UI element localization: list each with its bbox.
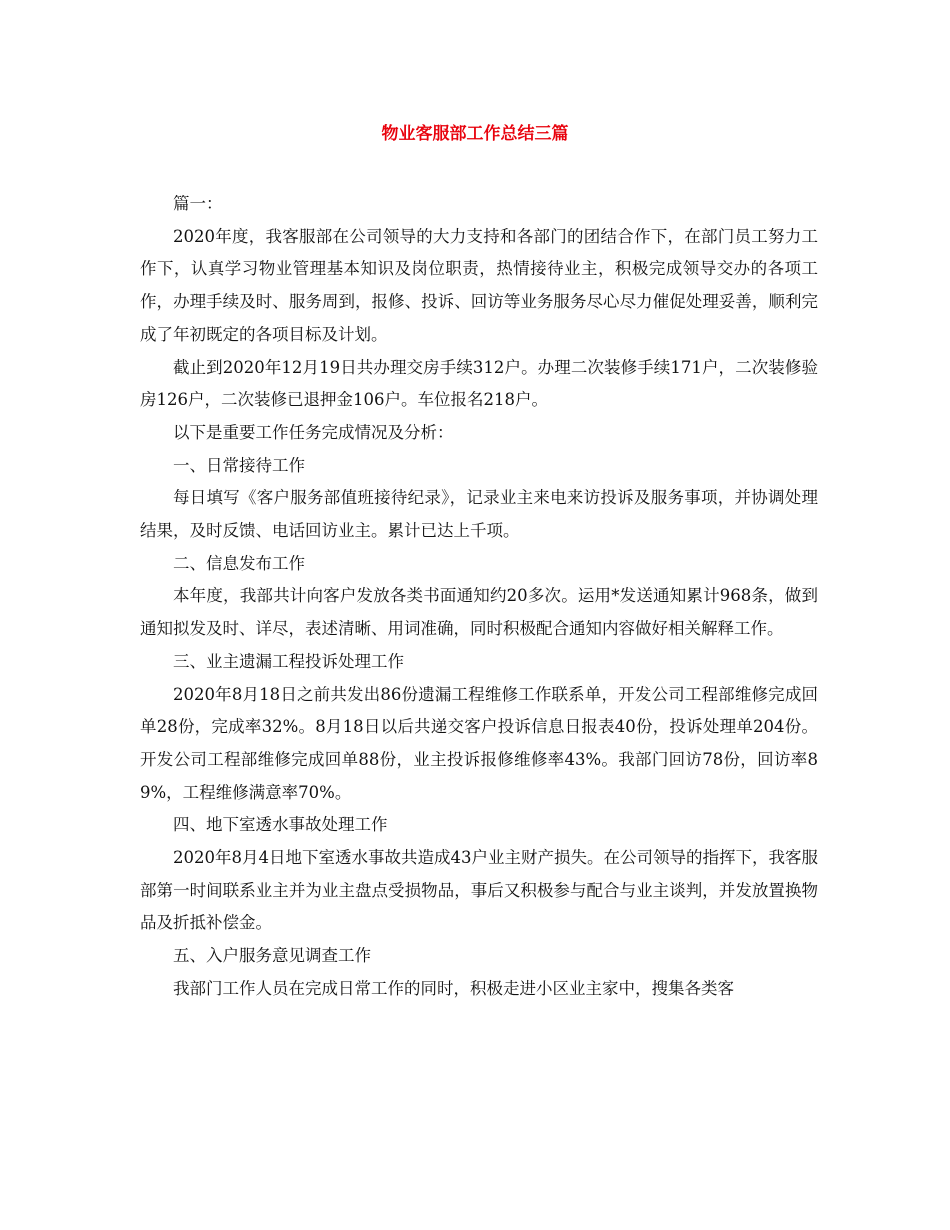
paragraph-home-survey: 我部门工作人员在完成日常工作的同时，积极走进小区业主家中，搜集各类客 bbox=[173, 978, 734, 998]
paragraph-annual-summary: 2020年度，我客服部在公司领导的大力支持和各部门的团结合作下，在部门员工努力工作下，认真学习物业管理基本知识及岗位职责，热情接待业主，积极完成领导交办的各项工作，办理手续及时、服务周到，报修、投诉、回访等业务服务尽心尽力催促处理妥善，顺利完成了年初既定的各项目标及计划。 bbox=[140, 226, 818, 344]
paragraph-daily-reception: 每日填写《客户服务部值班接待纪录》，记录业主来电来访投诉及服务事项，并协调处理结果，及时反馈、电话回访业主。累计已达上千项。 bbox=[140, 488, 818, 541]
paragraph-section-label: 篇一： bbox=[173, 194, 223, 213]
paragraph-intro-analysis: 以下是重要工作任务完成情况及分析： bbox=[173, 422, 454, 442]
paragraph-basement-flooding: 2020年8月4日地下室透水事故共造成43户业主财产损失。在公司领导的指挥下，我客服部第一时间联系业主并为业主盘点受损物品，事后又积极参与配合与业主谈判，并发放置换物品及折抵补偿金。 bbox=[140, 848, 818, 933]
document-body bbox=[140, 188, 818, 1006]
paragraph-info-release: 本年度，我部共计向客户发放各类书面通知约20多次。运用*发送通知累计968条，做到通知拟发及时、详尽，表述清晰、用词准确，同时积极配合通知内容做好相关解释工作。 bbox=[140, 586, 818, 639]
document-title: 物业客服部工作总结三篇 bbox=[381, 124, 569, 144]
paragraph-statistics: 截止到2020年12月19日共办理交房手续312户。办理二次装修手续171户，二次装修验房126户，二次装修已退押金106户。车位报名218户。 bbox=[140, 357, 818, 410]
heading-basement-flooding: 四、地下室透水事故处理工作 bbox=[173, 815, 388, 835]
heading-home-survey: 五、入户服务意见调查工作 bbox=[173, 946, 371, 966]
paragraph-complaint-handling: 2020年8月18日之前共发出86份遗漏工程维修工作联系单，开发公司工程部维修完成回单28份，完成率32%。8月18日以后共递交客户投诉信息日报表40份，投诉处理单204份。开发公司工程部维修完成回单88份，业主投诉报修维修率43%。我部门回访78份，回访率89%，工程维修满意率70%。 bbox=[140, 684, 818, 802]
heading-complaint-handling: 三、业主遗漏工程投诉处理工作 bbox=[173, 651, 404, 671]
heading-info-release: 二、信息发布工作 bbox=[173, 553, 305, 573]
heading-daily-reception: 一、日常接待工作 bbox=[173, 455, 305, 475]
